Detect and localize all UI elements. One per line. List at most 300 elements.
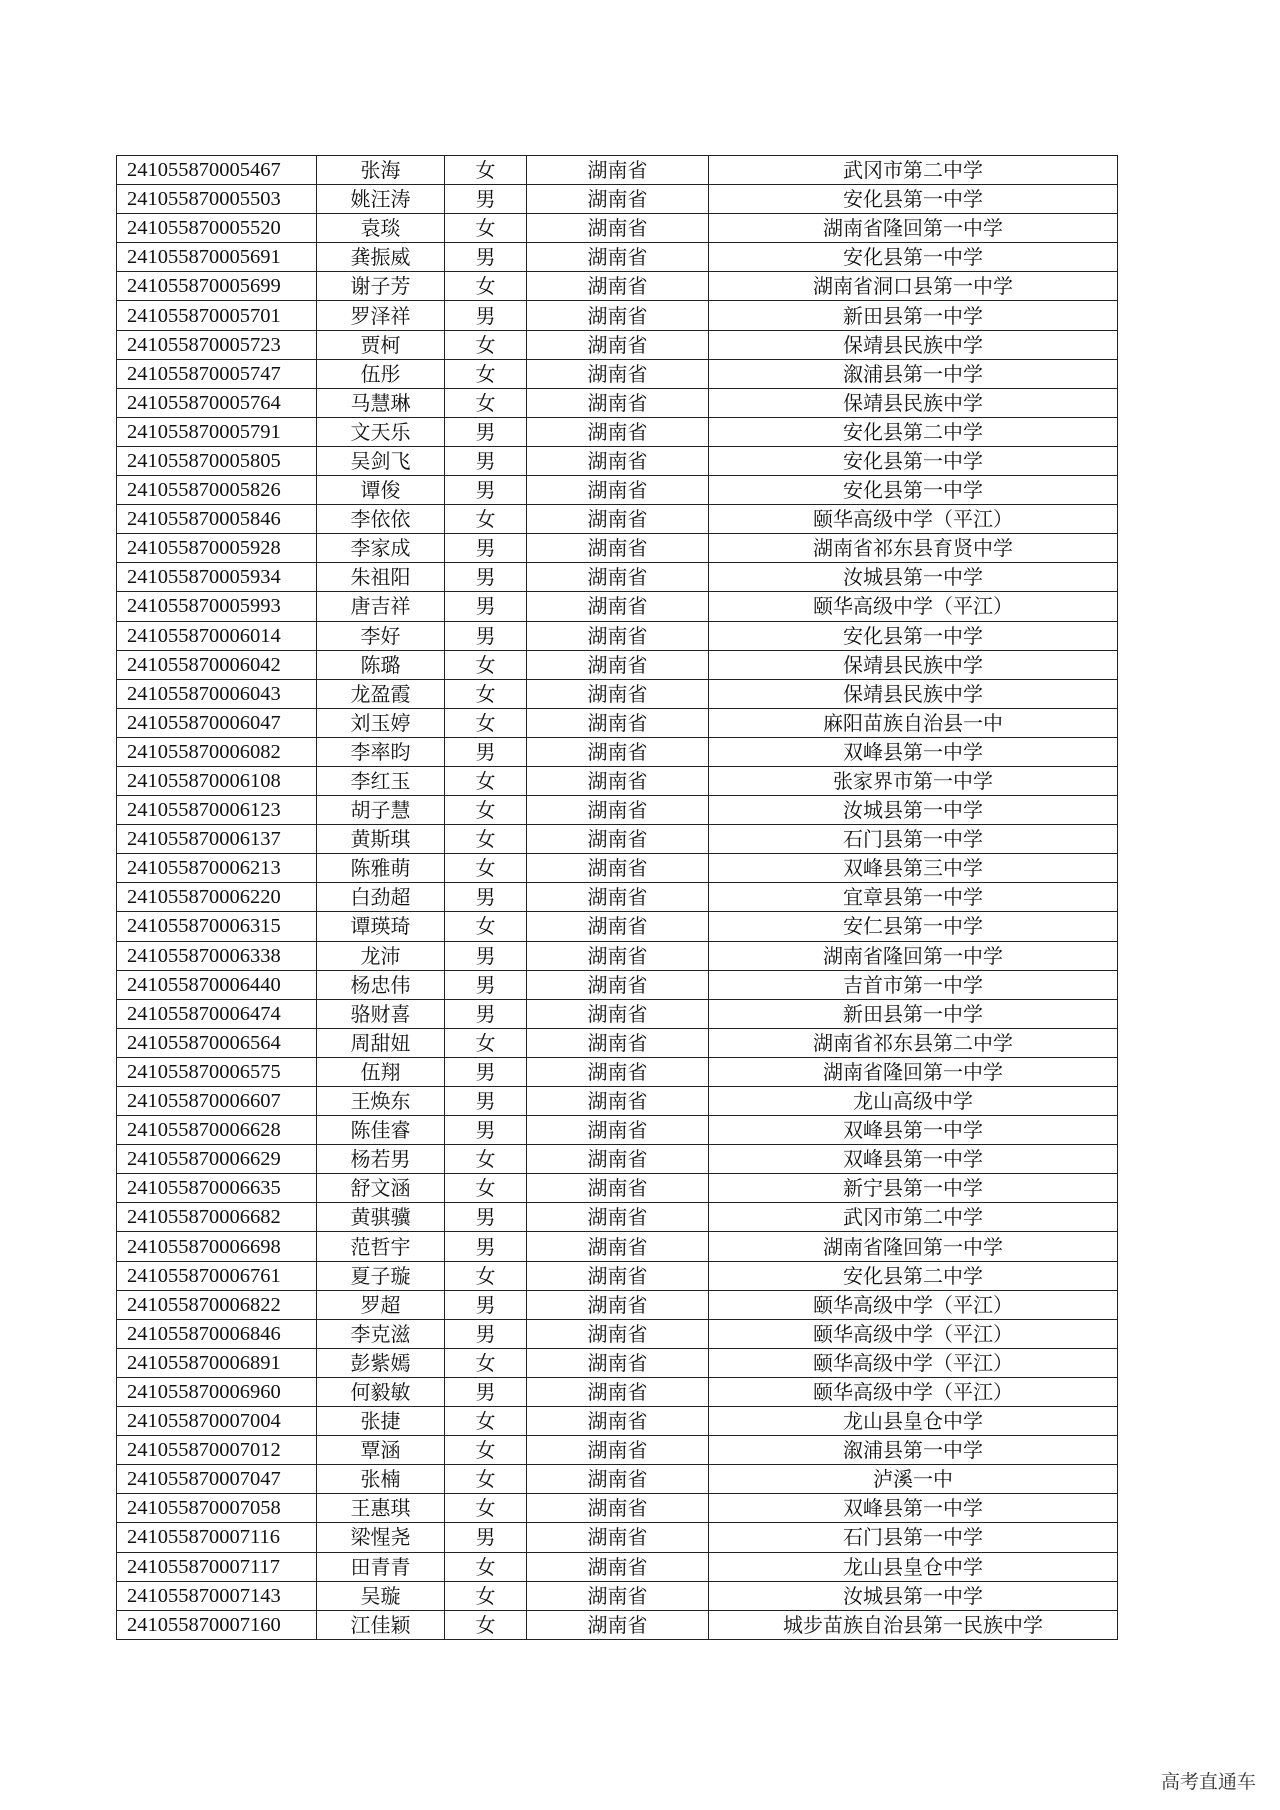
table-row [117, 1290, 1118, 1319]
exam-id-cell: 241055870006682 [117, 1203, 317, 1232]
gender-cell: 女 [445, 1494, 527, 1523]
school-cell: 湖南省祁东县育贤中学 [709, 534, 1118, 563]
name-cell: 伍彤 [317, 359, 445, 388]
exam-id-cell: 241055870006635 [117, 1174, 317, 1203]
name-cell: 张捷 [317, 1407, 445, 1436]
exam-id-cell: 241055870005805 [117, 446, 317, 475]
table-row [117, 1407, 1118, 1436]
gender-cell: 女 [445, 825, 527, 854]
province-cell: 湖南省 [527, 1174, 709, 1203]
exam-id-cell: 241055870006082 [117, 737, 317, 766]
name-cell: 李好 [317, 621, 445, 650]
school-cell: 宜章县第一中学 [709, 883, 1118, 912]
exam-id-cell: 241055870005764 [117, 388, 317, 417]
province-cell: 湖南省 [527, 621, 709, 650]
name-cell: 夏子璇 [317, 1261, 445, 1290]
exam-id-cell: 241055870006108 [117, 766, 317, 795]
table-row [117, 1465, 1118, 1494]
name-cell: 杨若男 [317, 1145, 445, 1174]
province-cell: 湖南省 [527, 272, 709, 301]
name-cell: 龙盈霞 [317, 679, 445, 708]
exam-id-cell: 241055870006822 [117, 1290, 317, 1319]
name-cell: 文天乐 [317, 417, 445, 446]
school-cell: 新宁县第一中学 [709, 1174, 1118, 1203]
gender-cell: 女 [445, 1348, 527, 1377]
exam-id-cell: 241055870005928 [117, 534, 317, 563]
table-row [117, 1377, 1118, 1406]
school-cell: 安化县第一中学 [709, 243, 1118, 272]
school-cell: 麻阳苗族自治县一中 [709, 708, 1118, 737]
table-row [117, 1145, 1118, 1174]
table-row [117, 330, 1118, 359]
school-cell: 颐华高级中学（平江） [709, 1319, 1118, 1348]
exam-id-cell: 241055870007012 [117, 1436, 317, 1465]
exam-id-cell: 241055870006761 [117, 1261, 317, 1290]
province-cell: 湖南省 [527, 1348, 709, 1377]
school-cell: 湖南省隆回第一中学 [709, 941, 1118, 970]
school-cell: 保靖县民族中学 [709, 330, 1118, 359]
name-cell: 彭紫嫣 [317, 1348, 445, 1377]
exam-id-cell: 241055870006628 [117, 1116, 317, 1145]
province-cell: 湖南省 [527, 417, 709, 446]
exam-id-cell: 241055870005846 [117, 505, 317, 534]
table-row [117, 621, 1118, 650]
exam-id-cell: 241055870006220 [117, 883, 317, 912]
gender-cell: 女 [445, 156, 527, 185]
province-cell: 湖南省 [527, 1407, 709, 1436]
school-cell: 保靖县民族中学 [709, 679, 1118, 708]
exam-id-cell: 241055870005691 [117, 243, 317, 272]
exam-id-cell: 241055870006137 [117, 825, 317, 854]
gender-cell: 女 [445, 272, 527, 301]
province-cell: 湖南省 [527, 1494, 709, 1523]
gender-cell: 女 [445, 359, 527, 388]
table-row [117, 796, 1118, 825]
name-cell: 黄斯琪 [317, 825, 445, 854]
table-row [117, 941, 1118, 970]
exam-id-cell: 241055870005934 [117, 563, 317, 592]
gender-cell: 男 [445, 592, 527, 621]
gender-cell: 男 [445, 243, 527, 272]
gender-cell: 男 [445, 1377, 527, 1406]
gender-cell: 女 [445, 1174, 527, 1203]
gender-cell: 女 [445, 1145, 527, 1174]
exam-id-cell: 241055870005699 [117, 272, 317, 301]
table-row [117, 359, 1118, 388]
name-cell: 江佳颖 [317, 1610, 445, 1639]
name-cell: 范哲宇 [317, 1232, 445, 1261]
name-cell: 罗超 [317, 1290, 445, 1319]
gender-cell: 女 [445, 1407, 527, 1436]
gender-cell: 男 [445, 1203, 527, 1232]
province-cell: 湖南省 [527, 1377, 709, 1406]
province-cell: 湖南省 [527, 1319, 709, 1348]
gender-cell: 男 [445, 999, 527, 1028]
table-row [117, 825, 1118, 854]
table-row [117, 1319, 1118, 1348]
exam-id-cell: 241055870006564 [117, 1028, 317, 1057]
school-cell: 湖南省隆回第一中学 [709, 214, 1118, 243]
name-cell: 张海 [317, 156, 445, 185]
school-cell: 安化县第二中学 [709, 417, 1118, 446]
exam-id-cell: 241055870007004 [117, 1407, 317, 1436]
province-cell: 湖南省 [527, 1087, 709, 1116]
exam-id-cell: 241055870005503 [117, 185, 317, 214]
province-cell: 湖南省 [527, 999, 709, 1028]
table-row [117, 1610, 1118, 1639]
exam-id-cell: 241055870007143 [117, 1581, 317, 1610]
province-cell: 湖南省 [527, 446, 709, 475]
province-cell: 湖南省 [527, 941, 709, 970]
school-cell: 吉首市第一中学 [709, 970, 1118, 999]
gender-cell: 女 [445, 854, 527, 883]
province-cell: 湖南省 [527, 650, 709, 679]
gender-cell: 男 [445, 941, 527, 970]
table-row [117, 1494, 1118, 1523]
school-cell: 汝城县第一中学 [709, 563, 1118, 592]
province-cell: 湖南省 [527, 883, 709, 912]
gender-cell: 女 [445, 1028, 527, 1057]
school-cell: 双峰县第一中学 [709, 737, 1118, 766]
name-cell: 张楠 [317, 1465, 445, 1494]
table-row [117, 1057, 1118, 1086]
name-cell: 刘玉婷 [317, 708, 445, 737]
school-cell: 保靖县民族中学 [709, 650, 1118, 679]
exam-id-cell: 241055870005791 [117, 417, 317, 446]
gender-cell: 女 [445, 1552, 527, 1581]
province-cell: 湖南省 [527, 708, 709, 737]
name-cell: 李克滋 [317, 1319, 445, 1348]
name-cell: 覃涵 [317, 1436, 445, 1465]
gender-cell: 男 [445, 1232, 527, 1261]
school-cell: 石门县第一中学 [709, 825, 1118, 854]
province-cell: 湖南省 [527, 1581, 709, 1610]
table-row [117, 417, 1118, 446]
gender-cell: 女 [445, 912, 527, 941]
name-cell: 吴璇 [317, 1581, 445, 1610]
table-row [117, 214, 1118, 243]
province-cell: 湖南省 [527, 476, 709, 505]
gender-cell: 男 [445, 417, 527, 446]
name-cell: 龙沛 [317, 941, 445, 970]
table-row [117, 301, 1118, 330]
exam-id-cell: 241055870006315 [117, 912, 317, 941]
exam-id-cell: 241055870005467 [117, 156, 317, 185]
province-cell: 湖南省 [527, 1552, 709, 1581]
name-cell: 姚汪涛 [317, 185, 445, 214]
gender-cell: 女 [445, 796, 527, 825]
name-cell: 舒文涵 [317, 1174, 445, 1203]
table-row [117, 446, 1118, 475]
table-row [117, 388, 1118, 417]
province-cell: 湖南省 [527, 1028, 709, 1057]
school-cell: 安化县第一中学 [709, 476, 1118, 505]
school-cell: 湖南省隆回第一中学 [709, 1057, 1118, 1086]
school-cell: 安仁县第一中学 [709, 912, 1118, 941]
name-cell: 谢子芳 [317, 272, 445, 301]
name-cell: 李依依 [317, 505, 445, 534]
province-cell: 湖南省 [527, 301, 709, 330]
table-row [117, 650, 1118, 679]
table-row [117, 1116, 1118, 1145]
exam-id-cell: 241055870006042 [117, 650, 317, 679]
province-cell: 湖南省 [527, 1610, 709, 1639]
gender-cell: 男 [445, 1290, 527, 1319]
table-row [117, 156, 1118, 185]
province-cell: 湖南省 [527, 563, 709, 592]
exam-id-cell: 241055870006607 [117, 1087, 317, 1116]
name-cell: 唐吉祥 [317, 592, 445, 621]
gender-cell: 男 [445, 883, 527, 912]
name-cell: 李家成 [317, 534, 445, 563]
table-row [117, 1087, 1118, 1116]
exam-id-cell: 241055870007116 [117, 1523, 317, 1552]
name-cell: 贾柯 [317, 330, 445, 359]
gender-cell: 女 [445, 650, 527, 679]
student-list-body [117, 156, 1118, 1640]
name-cell: 田青青 [317, 1552, 445, 1581]
school-cell: 安化县第一中学 [709, 621, 1118, 650]
gender-cell: 女 [445, 766, 527, 795]
school-cell: 龙山县皇仓中学 [709, 1407, 1118, 1436]
table-row [117, 1232, 1118, 1261]
exam-id-cell: 241055870005826 [117, 476, 317, 505]
province-cell: 湖南省 [527, 1057, 709, 1086]
province-cell: 湖南省 [527, 737, 709, 766]
table-row [117, 999, 1118, 1028]
gender-cell: 男 [445, 1523, 527, 1552]
exam-id-cell: 241055870005723 [117, 330, 317, 359]
name-cell: 李红玉 [317, 766, 445, 795]
school-cell: 双峰县第一中学 [709, 1145, 1118, 1174]
exam-id-cell: 241055870006338 [117, 941, 317, 970]
gender-cell: 男 [445, 446, 527, 475]
name-cell: 周甜妞 [317, 1028, 445, 1057]
province-cell: 湖南省 [527, 1145, 709, 1174]
school-cell: 泸溪一中 [709, 1465, 1118, 1494]
school-cell: 新田县第一中学 [709, 999, 1118, 1028]
gender-cell: 女 [445, 1610, 527, 1639]
school-cell: 溆浦县第一中学 [709, 1436, 1118, 1465]
province-cell: 湖南省 [527, 1232, 709, 1261]
name-cell: 谭瑛琦 [317, 912, 445, 941]
name-cell: 陈佳睿 [317, 1116, 445, 1145]
province-cell: 湖南省 [527, 912, 709, 941]
name-cell: 白劲超 [317, 883, 445, 912]
exam-id-cell: 241055870006440 [117, 970, 317, 999]
name-cell: 马慧琳 [317, 388, 445, 417]
name-cell: 袁琰 [317, 214, 445, 243]
gender-cell: 男 [445, 1319, 527, 1348]
gender-cell: 女 [445, 388, 527, 417]
school-cell: 双峰县第三中学 [709, 854, 1118, 883]
exam-id-cell: 241055870006960 [117, 1377, 317, 1406]
province-cell: 湖南省 [527, 214, 709, 243]
name-cell: 何毅敏 [317, 1377, 445, 1406]
gender-cell: 男 [445, 737, 527, 766]
school-cell: 武冈市第二中学 [709, 1203, 1118, 1232]
name-cell: 李率昀 [317, 737, 445, 766]
name-cell: 陈璐 [317, 650, 445, 679]
table-row [117, 185, 1118, 214]
table-row [117, 272, 1118, 301]
school-cell: 保靖县民族中学 [709, 388, 1118, 417]
table-row [117, 505, 1118, 534]
table-row [117, 766, 1118, 795]
student-list-table [116, 155, 1118, 1640]
table-row [117, 1552, 1118, 1581]
school-cell: 湖南省祁东县第二中学 [709, 1028, 1118, 1057]
exam-id-cell: 241055870007047 [117, 1465, 317, 1494]
school-cell: 湖南省隆回第一中学 [709, 1232, 1118, 1261]
exam-id-cell: 241055870006891 [117, 1348, 317, 1377]
name-cell: 杨忠伟 [317, 970, 445, 999]
exam-id-cell: 241055870006043 [117, 679, 317, 708]
table-row [117, 592, 1118, 621]
table-row [117, 883, 1118, 912]
gender-cell: 女 [445, 679, 527, 708]
exam-id-cell: 241055870005747 [117, 359, 317, 388]
exam-id-cell: 241055870005520 [117, 214, 317, 243]
table-row [117, 1203, 1118, 1232]
province-cell: 湖南省 [527, 854, 709, 883]
province-cell: 湖南省 [527, 1523, 709, 1552]
exam-id-cell: 241055870006014 [117, 621, 317, 650]
exam-id-cell: 241055870007058 [117, 1494, 317, 1523]
table-row [117, 737, 1118, 766]
table-row [117, 563, 1118, 592]
table-row [117, 970, 1118, 999]
school-cell: 双峰县第一中学 [709, 1116, 1118, 1145]
province-cell: 湖南省 [527, 505, 709, 534]
school-cell: 溆浦县第一中学 [709, 359, 1118, 388]
school-cell: 颐华高级中学（平江） [709, 1290, 1118, 1319]
school-cell: 石门县第一中学 [709, 1523, 1118, 1552]
gender-cell: 女 [445, 505, 527, 534]
school-cell: 湖南省洞口县第一中学 [709, 272, 1118, 301]
gender-cell: 女 [445, 1465, 527, 1494]
school-cell: 安化县第二中学 [709, 1261, 1118, 1290]
gender-cell: 男 [445, 1057, 527, 1086]
table-row [117, 854, 1118, 883]
name-cell: 骆财喜 [317, 999, 445, 1028]
province-cell: 湖南省 [527, 359, 709, 388]
school-cell: 安化县第一中学 [709, 185, 1118, 214]
school-cell: 颐华高级中学（平江） [709, 1377, 1118, 1406]
name-cell: 伍翔 [317, 1057, 445, 1086]
province-cell: 湖南省 [527, 1290, 709, 1319]
province-cell: 湖南省 [527, 970, 709, 999]
province-cell: 湖南省 [527, 156, 709, 185]
gender-cell: 男 [445, 301, 527, 330]
exam-id-cell: 241055870005701 [117, 301, 317, 330]
school-cell: 汝城县第一中学 [709, 796, 1118, 825]
school-cell: 城步苗族自治县第一民族中学 [709, 1610, 1118, 1639]
exam-id-cell: 241055870006123 [117, 796, 317, 825]
name-cell: 朱祖阳 [317, 563, 445, 592]
exam-id-cell: 241055870007117 [117, 1552, 317, 1581]
table-row [117, 1436, 1118, 1465]
table-row [117, 1581, 1118, 1610]
name-cell: 谭俊 [317, 476, 445, 505]
school-cell: 武冈市第二中学 [709, 156, 1118, 185]
gender-cell: 男 [445, 621, 527, 650]
name-cell: 黄骐骥 [317, 1203, 445, 1232]
province-cell: 湖南省 [527, 534, 709, 563]
school-cell: 安化县第一中学 [709, 446, 1118, 475]
gender-cell: 男 [445, 1087, 527, 1116]
watermark-text: 高考直通车 [1160, 1771, 1256, 1793]
exam-id-cell: 241055870006629 [117, 1145, 317, 1174]
province-cell: 湖南省 [527, 1261, 709, 1290]
school-cell: 汝城县第一中学 [709, 1581, 1118, 1610]
province-cell: 湖南省 [527, 679, 709, 708]
province-cell: 湖南省 [527, 1436, 709, 1465]
table-row [117, 1028, 1118, 1057]
gender-cell: 男 [445, 563, 527, 592]
name-cell: 龚振威 [317, 243, 445, 272]
exam-id-cell: 241055870007160 [117, 1610, 317, 1639]
name-cell: 胡子慧 [317, 796, 445, 825]
table-row [117, 708, 1118, 737]
gender-cell: 女 [445, 214, 527, 243]
exam-id-cell: 241055870006474 [117, 999, 317, 1028]
province-cell: 湖南省 [527, 796, 709, 825]
school-cell: 龙山高级中学 [709, 1087, 1118, 1116]
table-row [117, 679, 1118, 708]
name-cell: 吴剑飞 [317, 446, 445, 475]
exam-id-cell: 241055870006213 [117, 854, 317, 883]
school-cell: 颐华高级中学（平江） [709, 1348, 1118, 1377]
exam-id-cell: 241055870006575 [117, 1057, 317, 1086]
table-row [117, 1523, 1118, 1552]
gender-cell: 女 [445, 1436, 527, 1465]
table-row [117, 243, 1118, 272]
province-cell: 湖南省 [527, 1465, 709, 1494]
table-row [117, 476, 1118, 505]
province-cell: 湖南省 [527, 243, 709, 272]
school-cell: 张家界市第一中学 [709, 766, 1118, 795]
school-cell: 龙山县皇仓中学 [709, 1552, 1118, 1581]
school-cell: 新田县第一中学 [709, 301, 1118, 330]
gender-cell: 女 [445, 330, 527, 359]
name-cell: 罗泽祥 [317, 301, 445, 330]
name-cell: 王焕东 [317, 1087, 445, 1116]
school-cell: 双峰县第一中学 [709, 1494, 1118, 1523]
province-cell: 湖南省 [527, 1203, 709, 1232]
gender-cell: 男 [445, 534, 527, 563]
name-cell: 陈雅萌 [317, 854, 445, 883]
province-cell: 湖南省 [527, 330, 709, 359]
province-cell: 湖南省 [527, 766, 709, 795]
province-cell: 湖南省 [527, 388, 709, 417]
table-row [117, 1174, 1118, 1203]
school-cell: 颐华高级中学（平江） [709, 505, 1118, 534]
exam-id-cell: 241055870005993 [117, 592, 317, 621]
gender-cell: 女 [445, 1581, 527, 1610]
gender-cell: 男 [445, 970, 527, 999]
exam-id-cell: 241055870006698 [117, 1232, 317, 1261]
name-cell: 梁惺尧 [317, 1523, 445, 1552]
exam-id-cell: 241055870006846 [117, 1319, 317, 1348]
table-row [117, 912, 1118, 941]
gender-cell: 男 [445, 185, 527, 214]
province-cell: 湖南省 [527, 185, 709, 214]
table-row [117, 1348, 1118, 1377]
exam-id-cell: 241055870006047 [117, 708, 317, 737]
province-cell: 湖南省 [527, 592, 709, 621]
name-cell: 王惠琪 [317, 1494, 445, 1523]
